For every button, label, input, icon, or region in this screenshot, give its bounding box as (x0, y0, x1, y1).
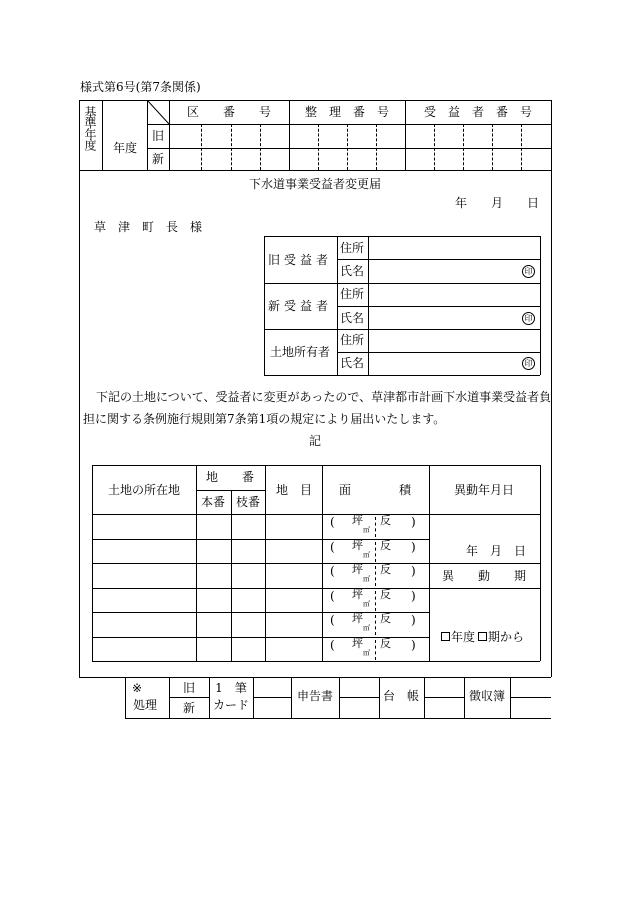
tan-unit: 反 (380, 514, 391, 527)
seiri-bango-header: 整 理 番 号 (304, 105, 390, 119)
nendo-label: 年度 (112, 141, 138, 155)
menseki-header: 面 積 (338, 483, 412, 497)
m2-unit: ㎡ (363, 526, 370, 534)
form-title: 下水道事業受益者変更届 (248, 177, 382, 191)
ido-date-header: 異動年月日 (453, 483, 515, 497)
name-label: 氏名 (339, 311, 365, 325)
shinkokusho-label: 申告書 (296, 689, 334, 703)
name-label: 氏名 (339, 264, 365, 278)
dotted-separator (375, 591, 376, 611)
nendo-text: 年度 (451, 630, 476, 644)
paren-close: ) (411, 589, 416, 603)
new-label: 新 (151, 152, 165, 166)
jueki-bango-header: 受 益 者 番 号 (423, 105, 533, 119)
dotted-separator (375, 517, 376, 537)
tsubo-unit: 坪 (352, 637, 363, 650)
card-label-1: 1 筆 (215, 681, 247, 695)
tan-unit: 反 (380, 539, 391, 552)
date-line: 年 月 日 (455, 196, 540, 210)
paren-open: ( (330, 540, 335, 554)
tsubo-unit: 坪 (352, 563, 363, 576)
chiban-header: 地 番 (205, 470, 255, 484)
tsubo-unit: 坪 (352, 514, 363, 527)
old-label: 旧 (151, 129, 165, 143)
form-label: 様式第6号(第7条関係) (80, 80, 201, 94)
m2-unit: ㎡ (363, 600, 370, 608)
paren-open: ( (330, 613, 335, 627)
tsubo-unit: 坪 (352, 612, 363, 625)
card-label-2: カード (212, 698, 250, 712)
nendo-checkbox[interactable] (441, 632, 450, 641)
paren-close: ) (411, 540, 416, 554)
ido-ki: 異 動 期 (441, 569, 527, 583)
ki-label: 記 (308, 434, 322, 448)
name-label: 氏名 (339, 356, 365, 370)
new-beneficiary-label: 新受益者 (267, 299, 333, 313)
address-label: 住所 (339, 333, 365, 347)
location-header: 土地の所在地 (107, 483, 181, 497)
tan-unit: 反 (380, 588, 391, 601)
dotted-separator (375, 542, 376, 562)
paren-close: ) (411, 613, 416, 627)
paren-open: ( (330, 589, 335, 603)
processing-mark: ※ (132, 681, 143, 695)
chimoku-header: 地 目 (275, 483, 313, 497)
m2-unit: ㎡ (363, 551, 370, 559)
paren-open: ( (330, 564, 335, 578)
dotted-separator (375, 640, 376, 660)
ki-kara-text: 期から (488, 630, 525, 644)
paren-open: ( (330, 638, 335, 652)
edaban-header: 枝番 (235, 495, 261, 509)
tsubo-unit: 坪 (352, 588, 363, 601)
choshubo-label: 徴収簿 (468, 689, 506, 703)
paren-close: ) (411, 515, 416, 529)
m2-unit: ㎡ (363, 624, 370, 632)
land-owner-label: 土地所有者 (269, 345, 331, 359)
tsubo-unit: 坪 (352, 539, 363, 552)
processing-old: 旧 (182, 681, 196, 695)
processing-label: 処理 (133, 698, 158, 712)
processing-new: 新 (182, 701, 196, 715)
addressee: 草 津 町 長 様 (94, 220, 203, 234)
dotted-separator (375, 566, 376, 586)
ku-bango-header: 区 番 号 (186, 105, 272, 119)
body-text-line1: 下記の土地について、受益者に変更があったので、草津都市計画下水道事業受益者負 (96, 390, 552, 404)
seal-icon: 印 (522, 312, 535, 325)
m2-unit: ㎡ (363, 649, 370, 657)
old-beneficiary-label: 旧受益者 (267, 253, 333, 267)
body-text-line2: 担に関する条例施行規則第7条第1項の規定により届出いたします。 (83, 412, 446, 426)
tan-unit: 反 (380, 563, 391, 576)
tan-unit: 反 (380, 612, 391, 625)
address-label: 住所 (339, 241, 365, 255)
tan-unit: 反 (380, 637, 391, 650)
daicho-label: 台 帳 (382, 689, 420, 703)
ki-checkbox[interactable] (478, 632, 487, 641)
kijun-nendo-label: 基準年度 (83, 106, 97, 150)
diagonal-line (147, 100, 170, 125)
dotted-separator (375, 615, 376, 635)
address-label: 住所 (339, 287, 365, 301)
seal-icon: 印 (522, 357, 535, 370)
m2-unit: ㎡ (363, 575, 370, 583)
paren-close: ) (411, 638, 416, 652)
seal-icon: 印 (522, 265, 535, 278)
honban-header: 本番 (200, 495, 226, 509)
paren-close: ) (411, 564, 416, 578)
paren-open: ( (330, 515, 335, 529)
ido-ymd: 年 月 日 (465, 544, 527, 558)
